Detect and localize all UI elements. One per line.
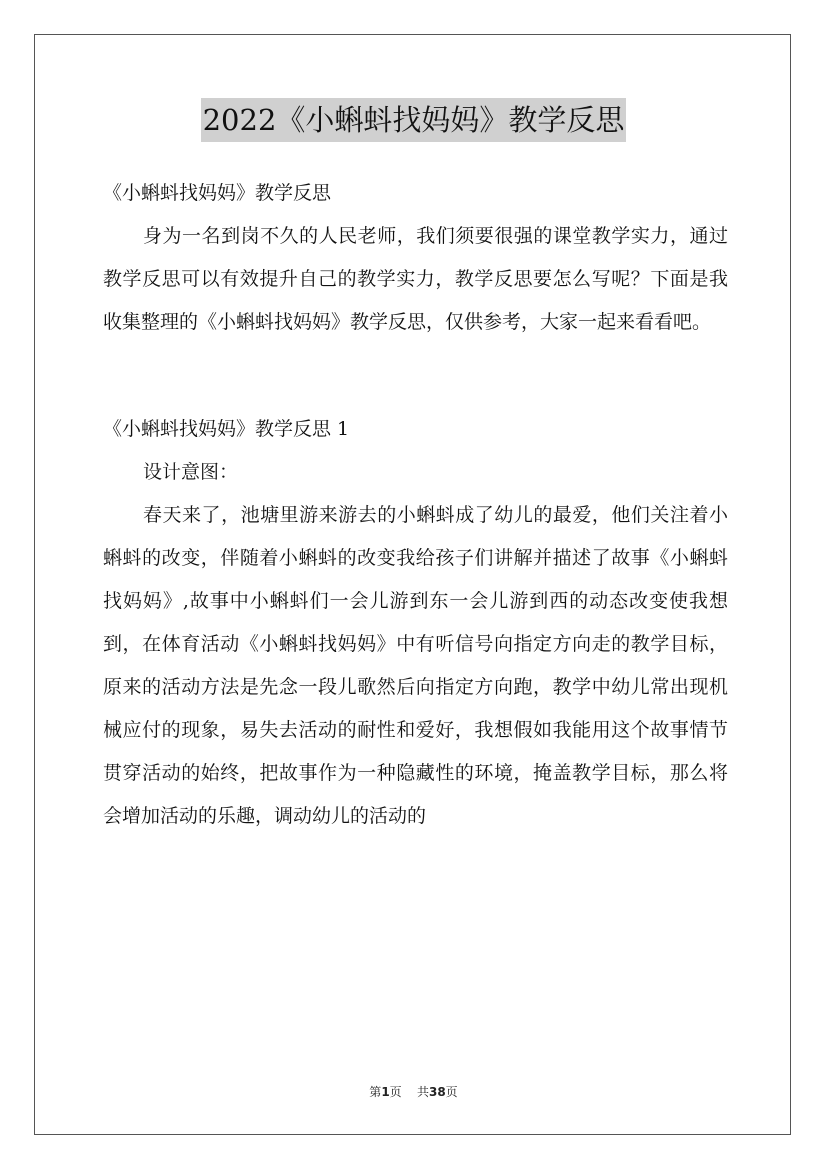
design-label: 设计意图： <box>143 461 239 483</box>
intro-paragraph: 身为一名到岗不久的人民老师，我们须要很强的课堂教学实力，通过教学反思可以有效提升自己的教学实力，教学反思要怎么写呢？下面是我收集整理的《小蝌蚪找妈妈》教学反思，仅供参考，大家一起来看看吧。 <box>103 225 728 333</box>
total-prefix: 共 <box>416 1085 429 1099</box>
document-body <box>103 172 728 838</box>
title-container <box>0 98 827 142</box>
page-prefix: 第 <box>369 1085 382 1099</box>
section1-heading: 《小蝌蚪找妈妈》教学反思 1 <box>103 418 350 440</box>
section-gap <box>103 344 728 408</box>
page-number: 1 <box>381 1085 390 1099</box>
document-subtitle: 《小蝌蚪找妈妈》教学反思 <box>103 182 332 204</box>
document-title: 2022《小蝌蚪找妈妈》教学反思 <box>201 98 627 142</box>
page-suffix: 页 <box>389 1085 402 1099</box>
total-pages: 38 <box>428 1085 446 1099</box>
design-paragraph: 春天来了，池塘里游来游去的小蝌蚪成了幼儿的最爱，他们关注着小蝌蚪的改变，伴随着小蝌蚪的改变我给孩子们讲解并描述了故事《小蝌蚪找妈妈》,故事中小蝌蚪们一会儿游到东一会儿游到西的动态改变使我想到，在体育活动《小蝌蚪找妈妈》中有听信号向指定方向走的教学目标，原来的活动方法是先念一段儿歌然后向指定方向跑，教学中幼儿常出现机械应付的现象，易失去活动的耐性和爱好，我想假如我能用这个故事情节贯穿活动的始终，把故事作为一种隐藏性的环境，掩盖教学目标，那么将会增加活动的乐趣，调动幼儿的活动的 <box>103 504 728 827</box>
total-suffix: 页 <box>445 1085 458 1099</box>
page-footer <box>0 1084 827 1100</box>
